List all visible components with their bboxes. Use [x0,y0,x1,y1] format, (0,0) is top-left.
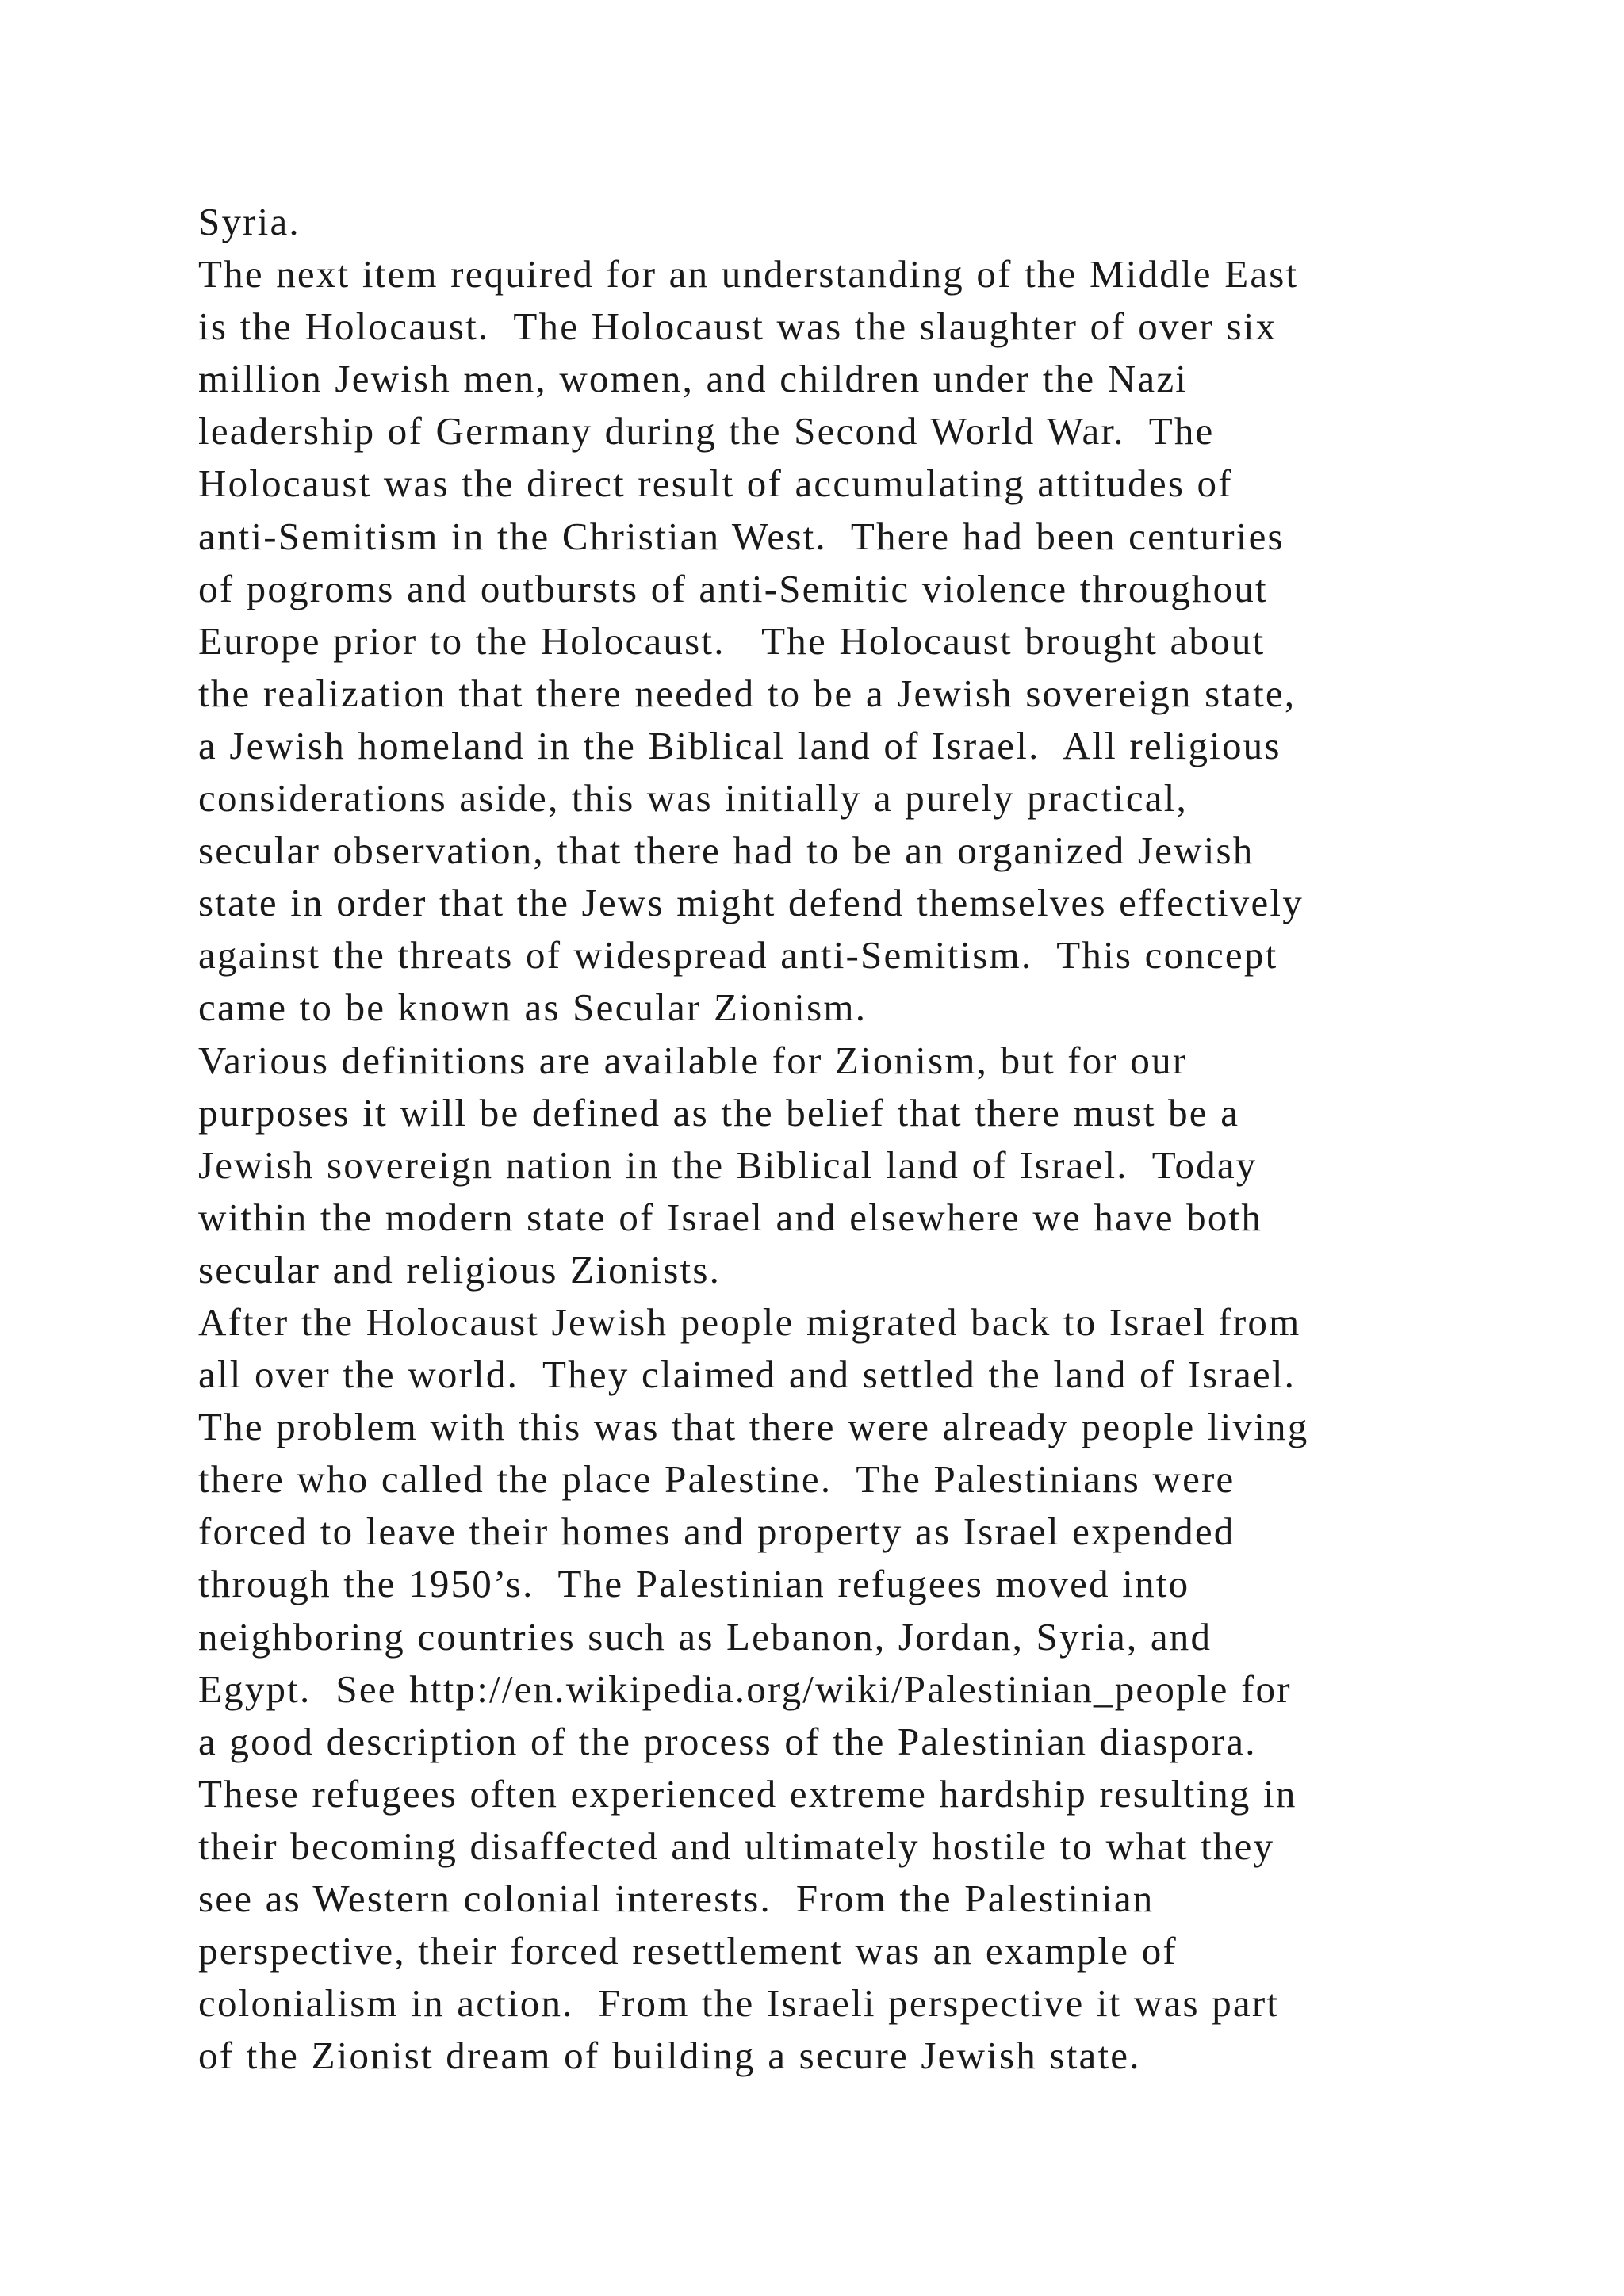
text-line: The next item required for an understanding of the Middle East [198,252,1299,297]
text-line: The problem with this was that there were already people living [198,1405,1309,1449]
text-line: perspective, their forced resettlement was an example of [198,1929,1178,1973]
text-line: Egypt. See http://en.wikipedia.org/wiki/Palestinian_people for [198,1667,1292,1711]
text-line: secular and religious Zionists. [198,1247,722,1292]
text-line: colonialism in action. From the Israeli perspective it was part [198,1981,1280,2026]
text-line: Europe prior to the Holocaust. The Holocaust brought about [198,618,1266,663]
text-line: leadership of Germany during the Second World War. The [198,409,1215,453]
text-line: state in order that the Jews might defend themselves effectively [198,881,1304,925]
text-line: Syria. [198,200,301,243]
text-line: the realization that there needed to be a Jewish sovereign state, [198,671,1297,715]
text-line: within the modern state of Israel and elsewhere we have both [198,1195,1263,1239]
body-text [198,196,1546,2082]
text-line: After the Holocaust Jewish people migrated back to Israel from [198,1299,1301,1344]
text-line: all over the world. They claimed and settled the land of Israel. [198,1353,1297,1397]
text-line: forced to leave their homes and property as Israel expended [198,1510,1235,1554]
text-line: there who called the place Palestine. The Palestinians were [198,1457,1235,1502]
text-line: see as Western colonial interests. From the Palestinian [198,1877,1155,1920]
text-line: Jewish sovereign nation in the Biblical land of Israel. Today [198,1142,1258,1187]
text-line: of pogroms and outbursts of anti-Semitic violence throughout [198,566,1268,610]
text-line: Holocaust was the direct result of accumulating attitudes of [198,461,1233,506]
text-line: a good description of the process of the Palestinian diaspora. [198,1719,1257,1763]
text-line: is the Holocaust. The Holocaust was the slaughter of over six [198,304,1277,349]
text-line: against the threats of widespread anti-Semitism. This concept [198,933,1278,978]
text-line: came to be known as Secular Zionism. [198,985,868,1030]
text-line: of the Zionist dream of building a secure Jewish state. [198,2034,1141,2078]
text-line: a Jewish homeland in the Biblical land of Israel. All religious [198,723,1281,767]
text-line: Various definitions are available for Zionism, but for our [198,1038,1188,1082]
text-line: through the 1950’s. The Palestinian refugees moved into [198,1562,1190,1606]
text-line: These refugees often experienced extreme hardship resulting in [198,1771,1297,1816]
text-line: purposes it will be defined as the belief that there must be a [198,1090,1240,1135]
text-line: their becoming disaffected and ultimately hostile to what they [198,1823,1275,1868]
text-line: anti-Semitism in the Christian West. There had been centuries [198,514,1285,558]
text-line: neighboring countries such as Lebanon, Jordan, Syria, and [198,1614,1212,1659]
text-line: considerations aside, this was initially a purely practical, [198,776,1188,821]
text-line: secular observation, that there had to be an organized Jewish [198,828,1254,873]
text-line: million Jewish men, women, and children under the Nazi [198,357,1189,401]
